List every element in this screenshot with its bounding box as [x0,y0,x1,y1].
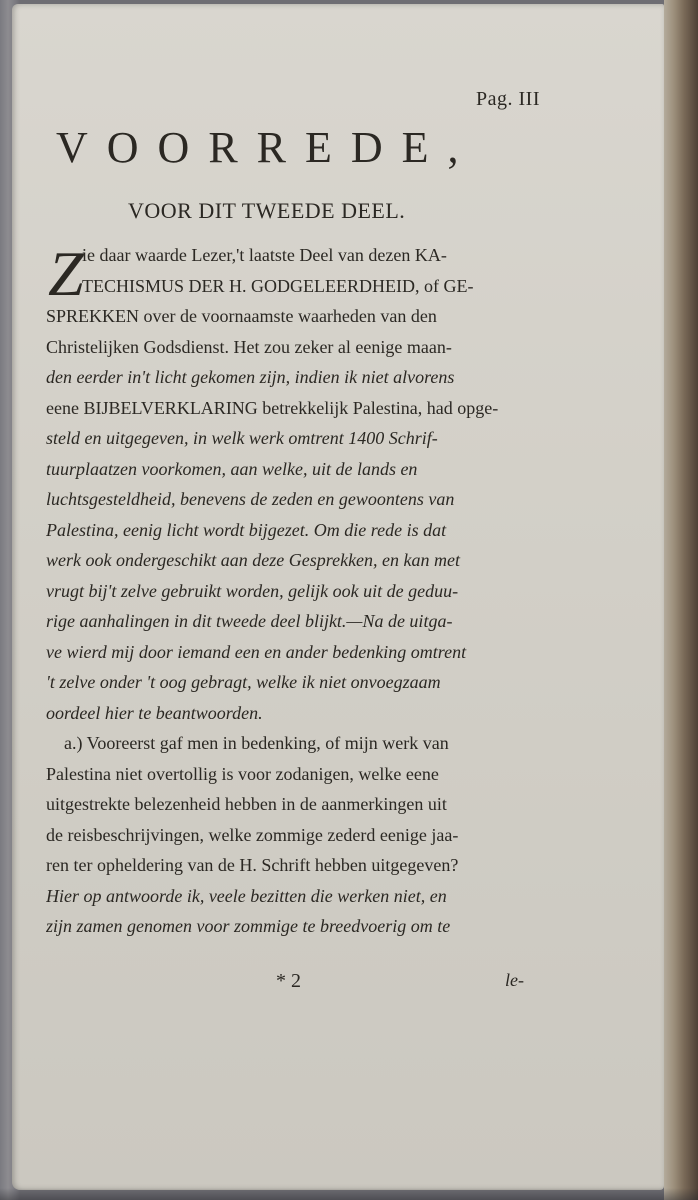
text-line: steld en uitgegeven, in welk werk omtrent 1400 Schrif- [46,428,438,448]
text-line: ie daar waarde Lezer,'t laatste Deel van dezen KA- [82,245,447,265]
text-line: vrugt bij't zelve gebruikt worden, gelijk ook uit de geduu- [46,580,459,601]
text-line: uitgestrekte belezenheid hebben in de aanmerkingen uit [46,794,447,814]
text-line: Christelijken Godsdienst. Het zou zeker al eenige maan- [46,336,452,357]
text-line: ve wierd mij door iemand een en ander bedenking omtrent [46,641,467,662]
bottom-shadow [0,1188,698,1200]
text-line: a.) Vooreerst gaf men in bedenking, of mijn werk van [64,733,449,753]
text-line: TECHISMUS DER H. GODGELEERDHEID, of GE- [82,275,474,296]
text-line: tuurplaatzen voorkomen, aan welke, uit de lands en [46,458,418,479]
text-line: ren ter opheldering van de H. Schrift hebben uitgegeven? [46,855,459,875]
book-gutter [664,0,698,1200]
text-line: eene BIJBELVERKLARING betrekkelijk Palestina, had opge- [46,397,499,418]
page-number: Pag. III [476,88,540,110]
catchword: le- [505,970,524,990]
page-subtitle: VOOR DIT TWEEDE DEEL. [128,198,406,223]
text-line: den eerder in't licht gekomen zijn, indien ik niet alvorens [46,367,455,387]
text-line: 't zelve onder 't oog gebragt, welke ik niet onvoegzaam [46,672,441,692]
text-line: werk ook ondergeschikt aan deze Gesprekken, en kan met [46,550,461,570]
text-line: Palestina, eenig licht wordt bijgezet. Om die rede is dat [46,519,447,540]
text-line: rige aanhalingen in dit tweede deel blijkt.—Na de uitga- [46,611,453,631]
signature-mark: * 2 [276,970,301,992]
text-line: luchtsgesteldheid, benevens de zeden en gewoontens van [46,489,455,509]
drop-cap: Z [48,238,84,309]
text-line: Palestina niet overtollig is voor zodanigen, welke eene [46,763,439,784]
text-line: oordeel hier te beantwoorden. [46,702,263,723]
text-line: Hier op antwoorde ik, veele bezitten die werken niet, en [46,885,447,906]
text-line: zijn zamen genomen voor zommige te breedvoerig om te [46,916,451,936]
text-line: SPREKKEN over de voornaamste waarheden van den [46,306,437,326]
page-title: VOORREDE, [56,123,478,172]
body-text [46,240,542,942]
text-line: de reisbeschrijvingen, welke zommige zederd eenige jaa- [46,824,459,845]
